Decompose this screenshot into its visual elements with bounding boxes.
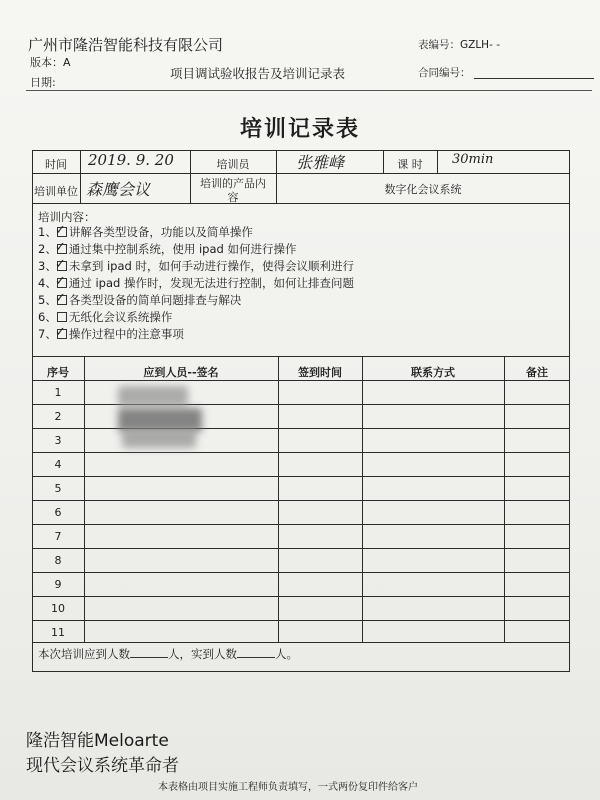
company-name: 广州市隆浩智能科技有限公司 xyxy=(28,36,224,54)
footer-note: 本表格由项目实施工程师负责填写，一式两份复印件给客户 xyxy=(158,782,418,793)
table-row-number: 6 xyxy=(54,506,62,519)
divider xyxy=(32,524,570,525)
divider xyxy=(32,642,570,643)
table-row-number: 7 xyxy=(54,530,62,543)
trainer-value: 张雅峰 xyxy=(296,153,345,172)
check-mark-icon: ✓ xyxy=(54,274,66,289)
table-row-number: 1 xyxy=(54,386,62,399)
watermark-slogan: 现代会议系统革命者 xyxy=(26,756,179,776)
item-text: 各类型设备的简单问题排查与解决 xyxy=(68,293,242,307)
divider xyxy=(362,356,363,642)
item-number: 3、 xyxy=(38,259,57,273)
content-item xyxy=(38,241,296,257)
attendance-actual-label: 人，实到人数 xyxy=(168,647,237,661)
header-divider xyxy=(26,90,592,91)
divider xyxy=(32,173,570,174)
divider xyxy=(80,150,81,203)
col-header-contact: 联系方式 xyxy=(411,366,455,379)
table-row-number: 11 xyxy=(51,626,65,639)
checkbox xyxy=(57,312,67,322)
hours-value: 30min xyxy=(452,152,494,167)
checkbox xyxy=(54,257,67,272)
contract-number-field xyxy=(474,78,594,79)
divider xyxy=(278,356,279,642)
check-mark-icon: ✓ xyxy=(54,325,66,340)
divider xyxy=(32,548,570,549)
checkbox xyxy=(54,325,67,340)
redacted-signature xyxy=(118,386,188,406)
item-text: 通过集中控制系统，使用 ipad 如何进行操作 xyxy=(68,242,297,256)
item-number: 4、 xyxy=(38,276,57,290)
version-label: 版本：A xyxy=(30,56,71,69)
divider xyxy=(32,428,570,429)
time-value: 2019. 9. 20 xyxy=(88,151,174,169)
check-mark-icon: ✓ xyxy=(54,291,66,306)
divider xyxy=(32,380,570,381)
checkbox xyxy=(54,274,67,289)
content-item xyxy=(38,292,241,308)
unit-label: 培训单位 xyxy=(34,185,78,198)
page-title: 培训记录表 xyxy=(239,117,360,142)
product-label: 培训的产品内 xyxy=(200,177,266,190)
redacted-signature xyxy=(118,408,202,432)
item-number: 6、 xyxy=(38,310,57,324)
actual-count-field xyxy=(237,648,275,658)
content-item xyxy=(38,224,253,240)
attendance-line xyxy=(38,646,298,662)
unit-value: 森鹰会议 xyxy=(86,180,151,199)
product-label-cont: 容 xyxy=(227,191,239,204)
item-text: 通过 ipad 操作时，发现无法进行控制，如何让排查问题 xyxy=(68,276,354,290)
item-number: 2、 xyxy=(38,242,57,256)
item-number: 7、 xyxy=(38,327,57,341)
col-header-remarks: 备注 xyxy=(526,366,548,379)
check-mark-icon: ✓ xyxy=(54,257,66,272)
divider xyxy=(32,356,570,357)
table-row-number: 10 xyxy=(51,602,65,615)
table-row-number: 9 xyxy=(54,578,62,591)
content-title: 培训内容： xyxy=(38,210,96,224)
item-text: 操作过程中的注意事项 xyxy=(68,327,184,341)
divider xyxy=(32,452,570,453)
divider xyxy=(84,356,85,642)
item-number: 1、 xyxy=(38,225,57,239)
redacted-signature xyxy=(122,430,196,448)
table-row-number: 4 xyxy=(54,458,62,471)
expected-count-field xyxy=(130,648,168,658)
hours-label: 课 时 xyxy=(397,158,423,171)
divider xyxy=(32,572,570,573)
checkbox xyxy=(54,240,67,255)
divider xyxy=(32,620,570,621)
watermark-brand: 隆浩智能Meloarte xyxy=(26,731,169,751)
col-header-signature: 应到人员--签名 xyxy=(143,366,219,379)
col-header-no: 序号 xyxy=(47,366,69,379)
divider xyxy=(504,356,505,642)
checkbox xyxy=(54,223,67,238)
content-item xyxy=(38,258,354,274)
col-header-signin-time: 签到时间 xyxy=(298,366,342,379)
table-row-number: 5 xyxy=(54,482,62,495)
time-label: 时间 xyxy=(45,158,67,171)
divider xyxy=(437,150,438,173)
attendance-end: 人。 xyxy=(275,647,298,661)
divider xyxy=(32,404,570,405)
content-item xyxy=(38,309,172,325)
item-text: 未拿到 ipad 时，如何手动进行操作，使得会议顺利进行 xyxy=(68,259,354,273)
divider xyxy=(32,476,570,477)
divider xyxy=(32,596,570,597)
attendance-expected-label: 本次培训应到人数 xyxy=(38,647,130,661)
item-number: 5、 xyxy=(38,293,57,307)
checkbox xyxy=(54,291,67,306)
item-text: 讲解各类型设备，功能以及简单操作 xyxy=(68,225,253,239)
date-label: 日期: xyxy=(30,76,56,89)
table-row-number: 2 xyxy=(54,410,62,423)
table-row-number: 3 xyxy=(54,434,62,447)
contract-number-label: 合同编号： xyxy=(418,67,471,79)
content-item xyxy=(38,326,184,342)
divider xyxy=(32,500,570,501)
check-mark-icon: ✓ xyxy=(54,223,66,238)
divider xyxy=(32,203,570,204)
table-row-number: 8 xyxy=(54,554,62,567)
content-item xyxy=(38,275,354,291)
trainer-label: 培训员 xyxy=(216,158,250,171)
item-text: 无纸化会议系统操作 xyxy=(68,310,173,324)
report-title: 项目调试验收报告及培训记录表 xyxy=(170,66,346,81)
product-value: 数字化会议系统 xyxy=(384,183,462,196)
check-mark-icon: ✓ xyxy=(54,240,66,255)
form-number-label: 表编号：GZLH- - xyxy=(418,39,500,51)
